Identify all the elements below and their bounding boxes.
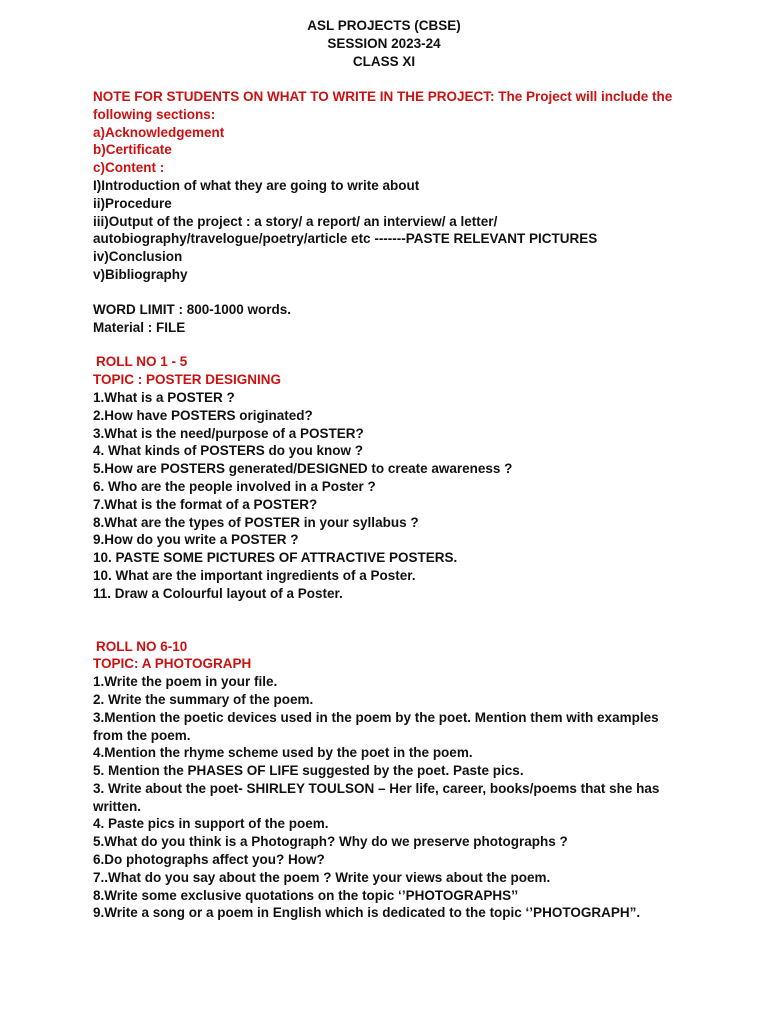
list-item: 9.How do you write a POSTER ?	[93, 532, 299, 548]
group1-roll-heading: ROLL NO 1 - 5	[96, 354, 188, 370]
list-item: written.	[93, 798, 142, 814]
list-item: 2.How have POSTERS originated?	[93, 407, 313, 423]
word-limit: WORD LIMIT : 800-1000 words.	[93, 301, 292, 317]
group2-question-list	[93, 673, 733, 922]
list-item: 4. Paste pics in support of the poem.	[93, 816, 329, 832]
note-intro-line-2: following sections:	[93, 106, 216, 122]
group2-topic-heading: TOPIC: A PHOTOGRAPH	[93, 656, 252, 672]
list-item: from the poem.	[93, 727, 191, 743]
group1-question-list	[93, 389, 733, 603]
list-item: 5.How are POSTERS generated/DESIGNED to create awareness ?	[93, 461, 513, 477]
spacer	[93, 336, 733, 353]
list-item: 6. Who are the people involved in a Poster ?	[93, 478, 376, 494]
content-item-conclusion: iv)Conclusion	[93, 249, 183, 265]
document-header	[0, 17, 768, 71]
content-item-output: iii)Output of the project : a story/ a report/ an interview/ a letter/	[93, 213, 498, 229]
list-item: 2. Write the summary of the poem.	[93, 691, 314, 707]
group1-topic-heading: TOPIC : POSTER DESIGNING	[93, 372, 282, 388]
note-intro-line-1: NOTE FOR STUDENTS ON WHAT TO WRITE IN THE PROJECT: The Project will include the	[93, 89, 673, 104]
list-item: 4.Mention the rhyme scheme used by the poet in the poem.	[93, 745, 473, 761]
list-item: 11. Draw a Colourful layout of a Poster.	[93, 585, 343, 601]
header-title: ASL PROJECTS (CBSE)	[307, 18, 461, 33]
list-item: 3.Mention the poetic devices used in the poem by the poet. Mention them with examples	[93, 709, 659, 725]
material: Material : FILE	[93, 319, 186, 335]
list-item: 1.What is a POSTER ?	[93, 389, 235, 405]
section-acknowledgement: a)Acknowledgement	[93, 124, 225, 140]
spacer	[93, 284, 733, 301]
list-item: 1.Write the poem in your file.	[93, 674, 278, 690]
content-item-procedure: ii)Procedure	[93, 195, 172, 211]
list-item: 3. Write about the poet- SHIRLEY TOULSON – Her life, career, books/poems that she has	[93, 780, 660, 796]
content-item-output-continued: autobiography/travelogue/poetry/article etc -------PASTE RELEVANT PICTURES	[93, 231, 598, 247]
list-item: 5.What do you think is a Photograph? Why do we preserve photographs ?	[93, 834, 568, 850]
list-item: 3.What is the need/purpose of a POSTER?	[93, 425, 364, 441]
list-item: 8.Write some exclusive quotations on the topic ‘’PHOTOGRAPHS’’	[93, 887, 519, 903]
content-item-introduction: I)Introduction of what they are going to write about	[93, 177, 420, 193]
spacer	[93, 603, 733, 638]
section-certificate: b)Certificate	[93, 142, 172, 158]
list-item: 10. PASTE SOME PICTURES OF ATTRACTIVE POSTERS.	[93, 550, 458, 566]
document-body	[93, 88, 733, 922]
header-class: CLASS XI	[352, 54, 416, 69]
list-item: 10. What are the important ingredients of a Poster.	[93, 567, 416, 583]
content-item-bibliography: v)Bibliography	[93, 266, 188, 282]
list-item: 5. Mention the PHASES OF LIFE suggested by the poet. Paste pics.	[93, 763, 524, 779]
list-item: 9.Write a song or a poem in English which is dedicated to the topic ‘’PHOTOGRAPH”.	[93, 905, 641, 921]
list-item: 8.What are the types of POSTER in your syllabus ?	[93, 514, 419, 530]
list-item: 6.Do photographs affect you? How?	[93, 852, 325, 868]
section-content: c)Content :	[93, 160, 165, 176]
list-item: 4. What kinds of POSTERS do you know ?	[93, 443, 364, 459]
header-session: SESSION 2023-24	[327, 36, 441, 51]
list-item: 7..What do you say about the poem ? Write your views about the poem.	[93, 869, 551, 885]
group2-roll-heading: ROLL NO 6-10	[96, 638, 188, 654]
list-item: 7.What is the format of a POSTER?	[93, 496, 318, 512]
